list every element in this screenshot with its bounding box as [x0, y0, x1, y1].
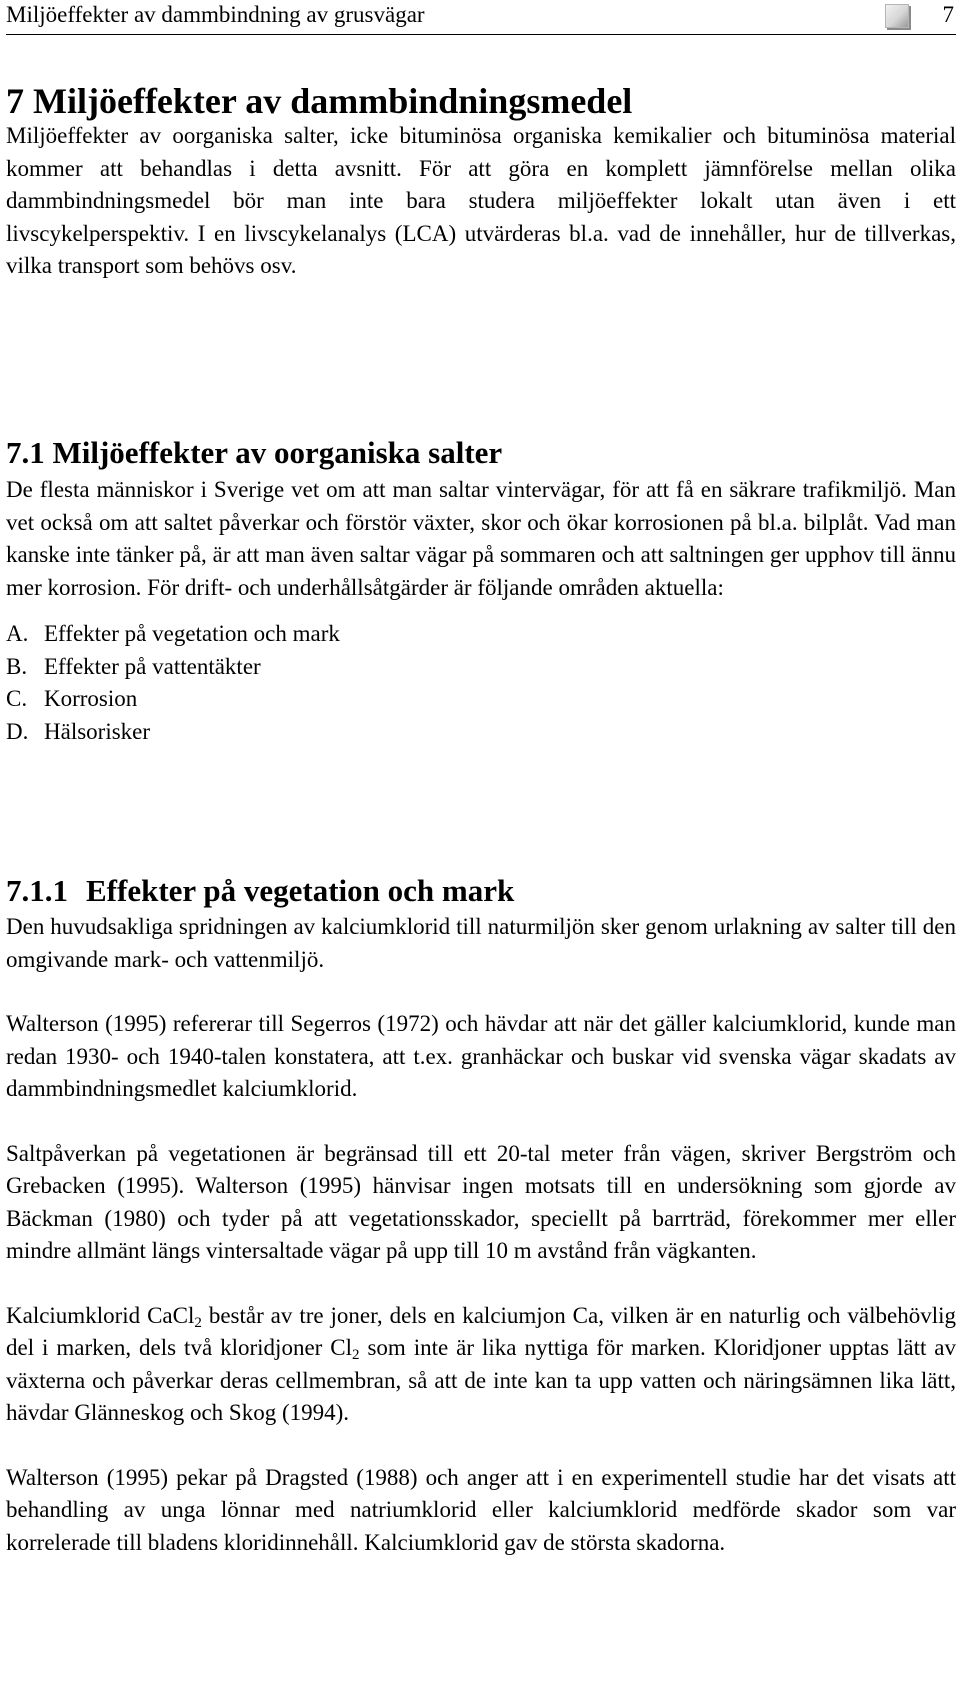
list-item: D. Hälsorisker: [6, 718, 151, 744]
section-title: Effekter på vegetation och mark: [86, 873, 515, 908]
section-7-1: [6, 434, 956, 748]
page-tab-icon: [885, 4, 909, 28]
paragraph-5: Walterson (1995) pekar på Dragsted (1988) och anger att i en experimentell studie har det visats att behandling av unga lönnar med natriumklorid eller kalciumklorid medförde skador som var korrelerade till bladens kloridinnehåll. Kalciumklorid gav de största skadorna.: [6, 1464, 956, 1555]
paragraph-2: Walterson (1995) refererar till Segerros (1972) och hävdar att när det gäller kalciumklorid, kunde man redan 1930- och 1940-talen konstatera, att t.ex. granhäckar och buskar vid svenska vägar skadats av dammbindningsmedlet kalciumklorid.: [6, 1011, 956, 1101]
paragraph-4: Kalciumklorid CaCl$_2$ består av tre joner, dels en kalciumjon Ca, vilken är en naturlig och välbehövlig del i marken, dels två kloridjoner $Cl_2$ som inte är lika nyttiga för marken. Kloridjoner upptas lätt av växterna och påverkar deras cellmembran, så att de inte kan ta upp vatten och näringsämnen lika lätt, hävdar Glänneskog och Skog (1994).: [6, 1302, 957, 1425]
section-7-1-1-heading: [6, 872, 956, 910]
list-item: B. Effekter på vattentäkter: [6, 653, 261, 679]
header-title: Miljöeffekter av dammbindning av grusvägar: [6, 2, 425, 27]
section-7-1-heading: 7.1 Miljöeffekter av oorganiska salter: [6, 435, 503, 470]
list-item: A. Effekter på vegetation och mark: [6, 621, 340, 646]
section-7-intro: Miljöeffekter av oorganiska salter, icke bituminösa organiska kemikalier och bituminösa material kommer att behandlas i detta avsnitt. För att göra en komplett jämnförelse mellan olika dammbindningsmedel bör man inte bara studera miljöeffekter lokalt utan även i ett livscykelperspektiv. I en livscykelanalys (LCA) utvärderas bl.a. vad de innehåller, hur de tillverkas, vilka transport som behövs osv.: [6, 123, 956, 278]
paragraph-3: Saltpåverkan på vegetationen är begränsad till ett 20-tal meter från vägen, skriver Bergström och Grebacken (1995). Walterson (1995) hänvisar ingen motsats till en undersökning som gjorde av Bäckman (1980) och tyder på att vegetationsskador, speciellt på barrträd, förekommer mer eller mindre allmänt längs vintersaltade vägar på upp till 10 m avstånd från vägkanten.: [6, 1140, 956, 1263]
section-7-1-1: [6, 872, 956, 1559]
area-list: [6, 618, 956, 748]
list-item: C. Korrosion: [6, 686, 138, 711]
section-7-1-intro: De flesta människor i Sverige vet om att man saltar vintervägar, för att få en säkrare trafikmiljö. Man vet också om att saltet påverkar och förstör växter, skor och ökar korrosionen på bl.a. bilplåt. Vad man kanske inte tänker på, är att man även saltar vägar på sommaren och att saltningen ger upphov till ännu mer korrosion. För drift- och underhållsåtgärder är följande områden aktuella:: [6, 477, 956, 600]
page-number: 7: [942, 2, 954, 27]
running-header: [6, 0, 956, 35]
section-7-heading: 7 Miljöeffekter av dammbindningsmedel: [6, 81, 633, 121]
section-7: [6, 80, 956, 283]
paragraph-1: Den huvudsakliga spridningen av kalciumklorid till naturmiljön sker genom urlakning av salter till den omgivande mark- och vattenmiljö.: [6, 914, 956, 972]
section-number: 7.1.1: [6, 873, 68, 908]
